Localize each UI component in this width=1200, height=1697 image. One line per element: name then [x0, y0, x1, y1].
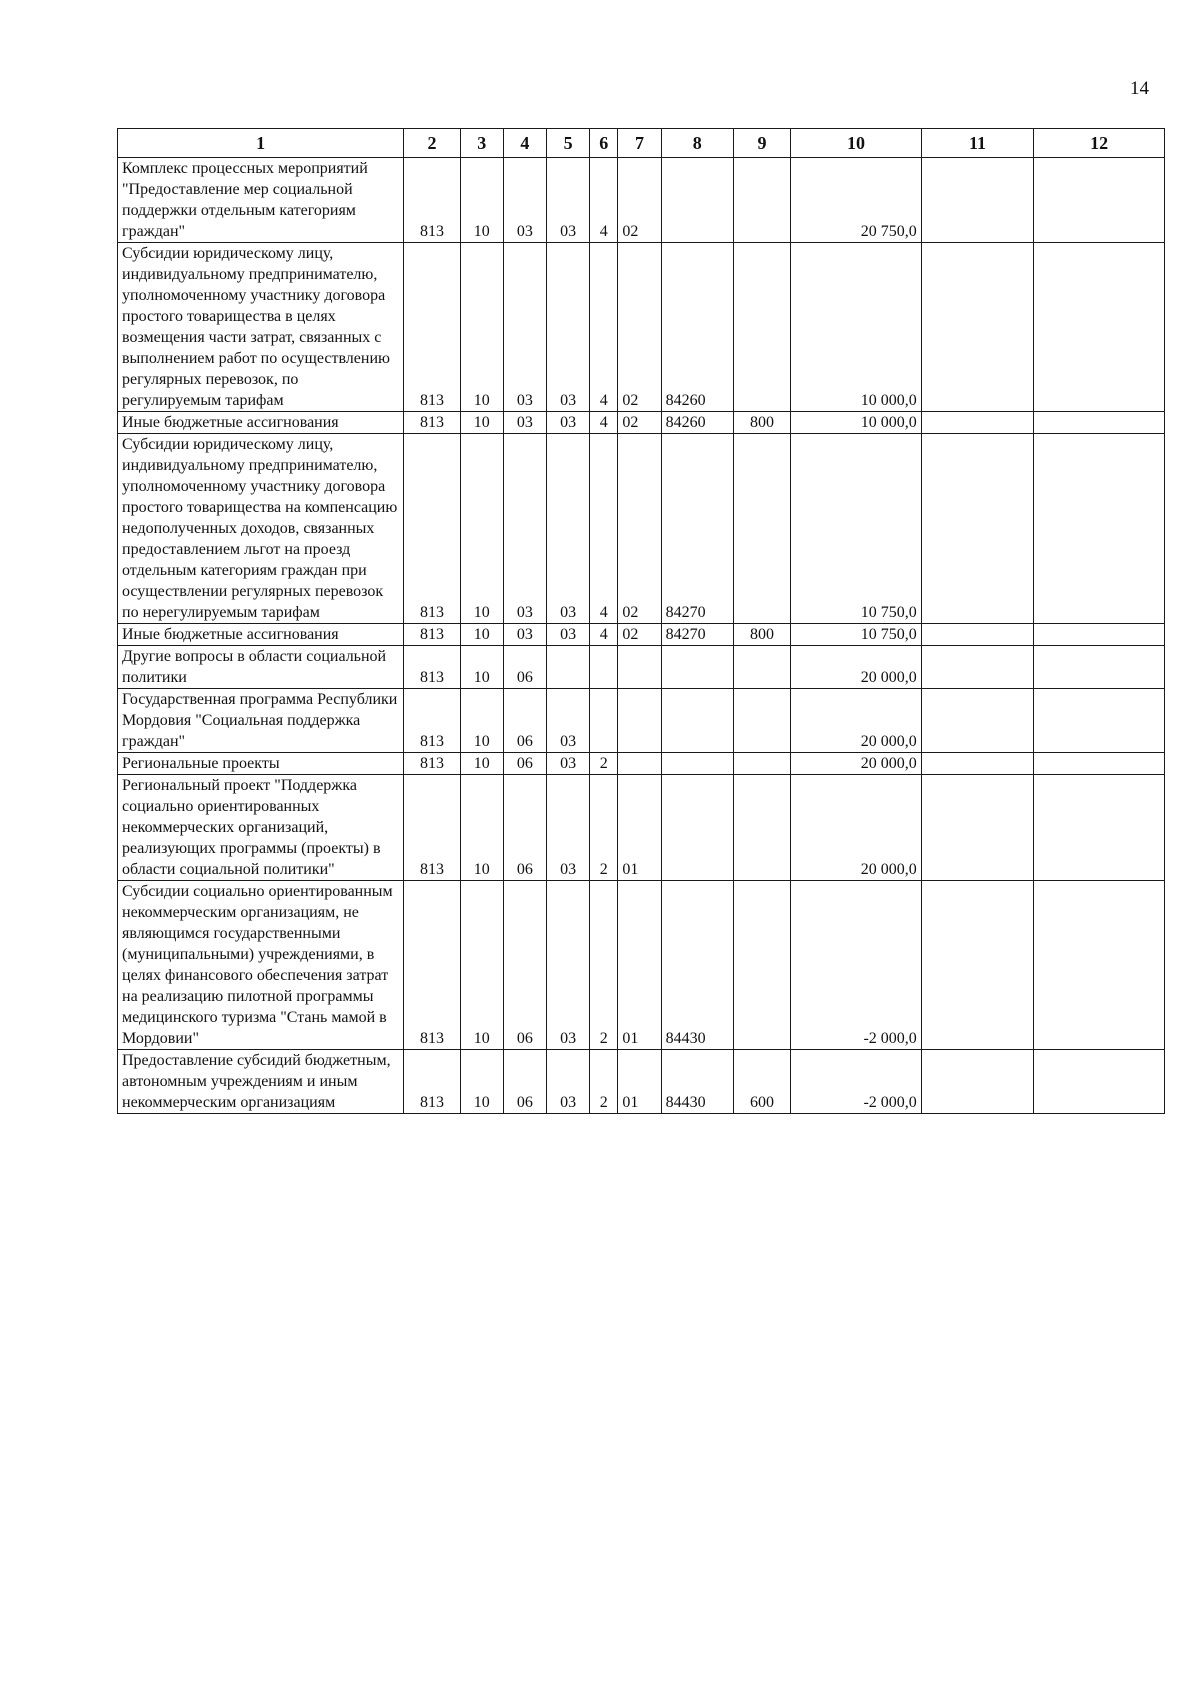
expense-type-cell	[733, 753, 790, 775]
subsection-cell: 06	[503, 689, 546, 753]
program-cell: 03	[547, 881, 590, 1050]
expense-type-cell	[733, 689, 790, 753]
structural-element-cell	[618, 646, 661, 689]
direction-cell: 84260	[661, 412, 733, 434]
amount-cell: 20 000,0	[791, 753, 922, 775]
table-row	[118, 243, 1165, 412]
section-cell: 10	[460, 243, 503, 412]
structural-element-cell: 01	[618, 881, 661, 1050]
amount-cell: 20 750,0	[791, 158, 922, 243]
amount-cell: 20 000,0	[791, 775, 922, 881]
subsection-cell: 03	[503, 434, 546, 624]
column-header: 10	[791, 129, 922, 158]
subsection-cell: 06	[503, 775, 546, 881]
table-row	[118, 412, 1165, 434]
row-name-cell: Государственная программа Республики Мордовия "Социальная поддержка граждан"	[118, 689, 404, 753]
section-cell: 10	[460, 1050, 503, 1114]
admin-code-cell: 813	[404, 646, 460, 689]
program-cell: 03	[547, 434, 590, 624]
expense-type-cell	[733, 646, 790, 689]
amount-cell: 20 000,0	[791, 689, 922, 753]
table-row	[118, 881, 1165, 1050]
column-11-cell	[921, 775, 1034, 881]
program-type-cell: 2	[590, 775, 618, 881]
program-cell: 03	[547, 158, 590, 243]
row-name-cell: Другие вопросы в области социальной политики	[118, 646, 404, 689]
direction-cell	[661, 646, 733, 689]
subsection-cell: 06	[503, 1050, 546, 1114]
column-11-cell	[921, 646, 1034, 689]
column-12-cell	[1034, 1050, 1165, 1114]
column-header: 8	[661, 129, 733, 158]
table-row	[118, 158, 1165, 243]
program-type-cell	[590, 689, 618, 753]
expense-type-cell: 600	[733, 1050, 790, 1114]
expense-type-cell	[733, 434, 790, 624]
column-11-cell	[921, 753, 1034, 775]
section-cell: 10	[460, 412, 503, 434]
page-number: 14	[1130, 78, 1149, 99]
subsection-cell: 03	[503, 243, 546, 412]
subsection-cell: 06	[503, 753, 546, 775]
section-cell: 10	[460, 434, 503, 624]
subsection-cell: 06	[503, 881, 546, 1050]
column-12-cell	[1034, 434, 1165, 624]
expense-type-cell: 800	[733, 412, 790, 434]
table-row	[118, 624, 1165, 646]
direction-cell: 84270	[661, 624, 733, 646]
admin-code-cell: 813	[404, 689, 460, 753]
direction-cell	[661, 158, 733, 243]
row-name-cell: Региональный проект "Поддержка социально ориентированных некоммерческих организаций, реализующих программы (проекты) в области социальной политики"	[118, 775, 404, 881]
column-11-cell	[921, 1050, 1034, 1114]
column-12-cell	[1034, 646, 1165, 689]
row-name-cell: Субсидии социально ориентированным некоммерческим организациям, не являющимся государственными (муниципальными) учреждениями, в целях финансового обеспечения затрат на реализацию пилотной программы медицинского туризма "Стань мамой в Мордовии"	[118, 881, 404, 1050]
structural-element-cell: 02	[618, 624, 661, 646]
program-type-cell: 4	[590, 412, 618, 434]
program-type-cell	[590, 646, 618, 689]
row-name-cell: Региональные проекты	[118, 753, 404, 775]
admin-code-cell: 813	[404, 434, 460, 624]
table-row	[118, 646, 1165, 689]
structural-element-cell: 01	[618, 1050, 661, 1114]
amount-cell: 10 000,0	[791, 412, 922, 434]
section-cell: 10	[460, 775, 503, 881]
admin-code-cell: 813	[404, 881, 460, 1050]
column-12-cell	[1034, 753, 1165, 775]
section-cell: 10	[460, 753, 503, 775]
section-cell: 10	[460, 881, 503, 1050]
direction-cell	[661, 775, 733, 881]
expense-type-cell	[733, 243, 790, 412]
table-row	[118, 1050, 1165, 1114]
program-cell: 03	[547, 689, 590, 753]
amount-cell: -2 000,0	[791, 881, 922, 1050]
structural-element-cell: 02	[618, 412, 661, 434]
direction-cell: 84270	[661, 434, 733, 624]
direction-cell: 84430	[661, 881, 733, 1050]
column-header: 1	[118, 129, 404, 158]
column-header: 3	[460, 129, 503, 158]
structural-element-cell: 02	[618, 243, 661, 412]
structural-element-cell	[618, 689, 661, 753]
program-cell: 03	[547, 624, 590, 646]
program-cell	[547, 646, 590, 689]
table-row	[118, 775, 1165, 881]
column-11-cell	[921, 689, 1034, 753]
amount-cell: 20 000,0	[791, 646, 922, 689]
structural-element-cell: 02	[618, 434, 661, 624]
column-12-cell	[1034, 689, 1165, 753]
program-cell: 03	[547, 775, 590, 881]
budget-table	[117, 128, 1165, 1114]
amount-cell: -2 000,0	[791, 1050, 922, 1114]
program-type-cell: 2	[590, 1050, 618, 1114]
section-cell: 10	[460, 689, 503, 753]
direction-cell: 84430	[661, 1050, 733, 1114]
column-12-cell	[1034, 243, 1165, 412]
table-body	[118, 158, 1165, 1114]
column-12-cell	[1034, 624, 1165, 646]
amount-cell: 10 750,0	[791, 434, 922, 624]
direction-cell: 84260	[661, 243, 733, 412]
admin-code-cell: 813	[404, 624, 460, 646]
admin-code-cell: 813	[404, 243, 460, 412]
column-11-cell	[921, 243, 1034, 412]
column-header: 5	[547, 129, 590, 158]
column-12-cell	[1034, 775, 1165, 881]
column-header: 6	[590, 129, 618, 158]
column-header: 7	[618, 129, 661, 158]
program-cell: 03	[547, 243, 590, 412]
column-header: 4	[503, 129, 546, 158]
structural-element-cell: 02	[618, 158, 661, 243]
column-12-cell	[1034, 881, 1165, 1050]
table-row	[118, 689, 1165, 753]
subsection-cell: 03	[503, 412, 546, 434]
column-12-cell	[1034, 412, 1165, 434]
expense-type-cell	[733, 881, 790, 1050]
structural-element-cell: 01	[618, 775, 661, 881]
row-name-cell: Субсидии юридическому лицу, индивидуальному предпринимателю, уполномоченному участнику договора простого товарищества в целях возмещения части затрат, связанных с выполнением работ по осуществлению регулярных перевозок, по регулируемым тарифам	[118, 243, 404, 412]
column-11-cell	[921, 412, 1034, 434]
direction-cell	[661, 689, 733, 753]
section-cell: 10	[460, 158, 503, 243]
section-cell: 10	[460, 624, 503, 646]
column-header: 2	[404, 129, 460, 158]
program-cell: 03	[547, 1050, 590, 1114]
admin-code-cell: 813	[404, 1050, 460, 1114]
program-type-cell: 4	[590, 158, 618, 243]
column-11-cell	[921, 624, 1034, 646]
expense-type-cell: 800	[733, 624, 790, 646]
row-name-cell: Субсидии юридическому лицу, индивидуальному предпринимателю, уполномоченному участнику договора простого товарищества на компенсацию недополученных доходов, связанных предоставлением льгот на проезд отдельным категориям граждан при осуществлении регулярных перевозок по нерегулируемым тарифам	[118, 434, 404, 624]
program-type-cell: 4	[590, 243, 618, 412]
column-11-cell	[921, 881, 1034, 1050]
column-11-cell	[921, 434, 1034, 624]
row-name-cell: Иные бюджетные ассигнования	[118, 624, 404, 646]
admin-code-cell: 813	[404, 412, 460, 434]
program-cell: 03	[547, 412, 590, 434]
direction-cell	[661, 753, 733, 775]
row-name-cell: Предоставление субсидий бюджетным, автономным учреждениям и иным некоммерческим организациям	[118, 1050, 404, 1114]
column-12-cell	[1034, 158, 1165, 243]
column-header: 11	[921, 129, 1034, 158]
column-header: 9	[733, 129, 790, 158]
admin-code-cell: 813	[404, 775, 460, 881]
column-11-cell	[921, 158, 1034, 243]
amount-cell: 10 750,0	[791, 624, 922, 646]
section-cell: 10	[460, 646, 503, 689]
program-cell: 03	[547, 753, 590, 775]
header-row	[118, 129, 1165, 158]
structural-element-cell	[618, 753, 661, 775]
expense-type-cell	[733, 775, 790, 881]
program-type-cell: 2	[590, 881, 618, 1050]
program-type-cell: 4	[590, 624, 618, 646]
table-row	[118, 753, 1165, 775]
admin-code-cell: 813	[404, 753, 460, 775]
row-name-cell: Иные бюджетные ассигнования	[118, 412, 404, 434]
table-row	[118, 434, 1165, 624]
subsection-cell: 06	[503, 646, 546, 689]
amount-cell: 10 000,0	[791, 243, 922, 412]
expense-type-cell	[733, 158, 790, 243]
subsection-cell: 03	[503, 624, 546, 646]
program-type-cell: 4	[590, 434, 618, 624]
admin-code-cell: 813	[404, 158, 460, 243]
column-header: 12	[1034, 129, 1165, 158]
row-name-cell: Комплекс процессных мероприятий "Предоставление мер социальной поддержки отдельным категориям граждан"	[118, 158, 404, 243]
program-type-cell: 2	[590, 753, 618, 775]
subsection-cell: 03	[503, 158, 546, 243]
